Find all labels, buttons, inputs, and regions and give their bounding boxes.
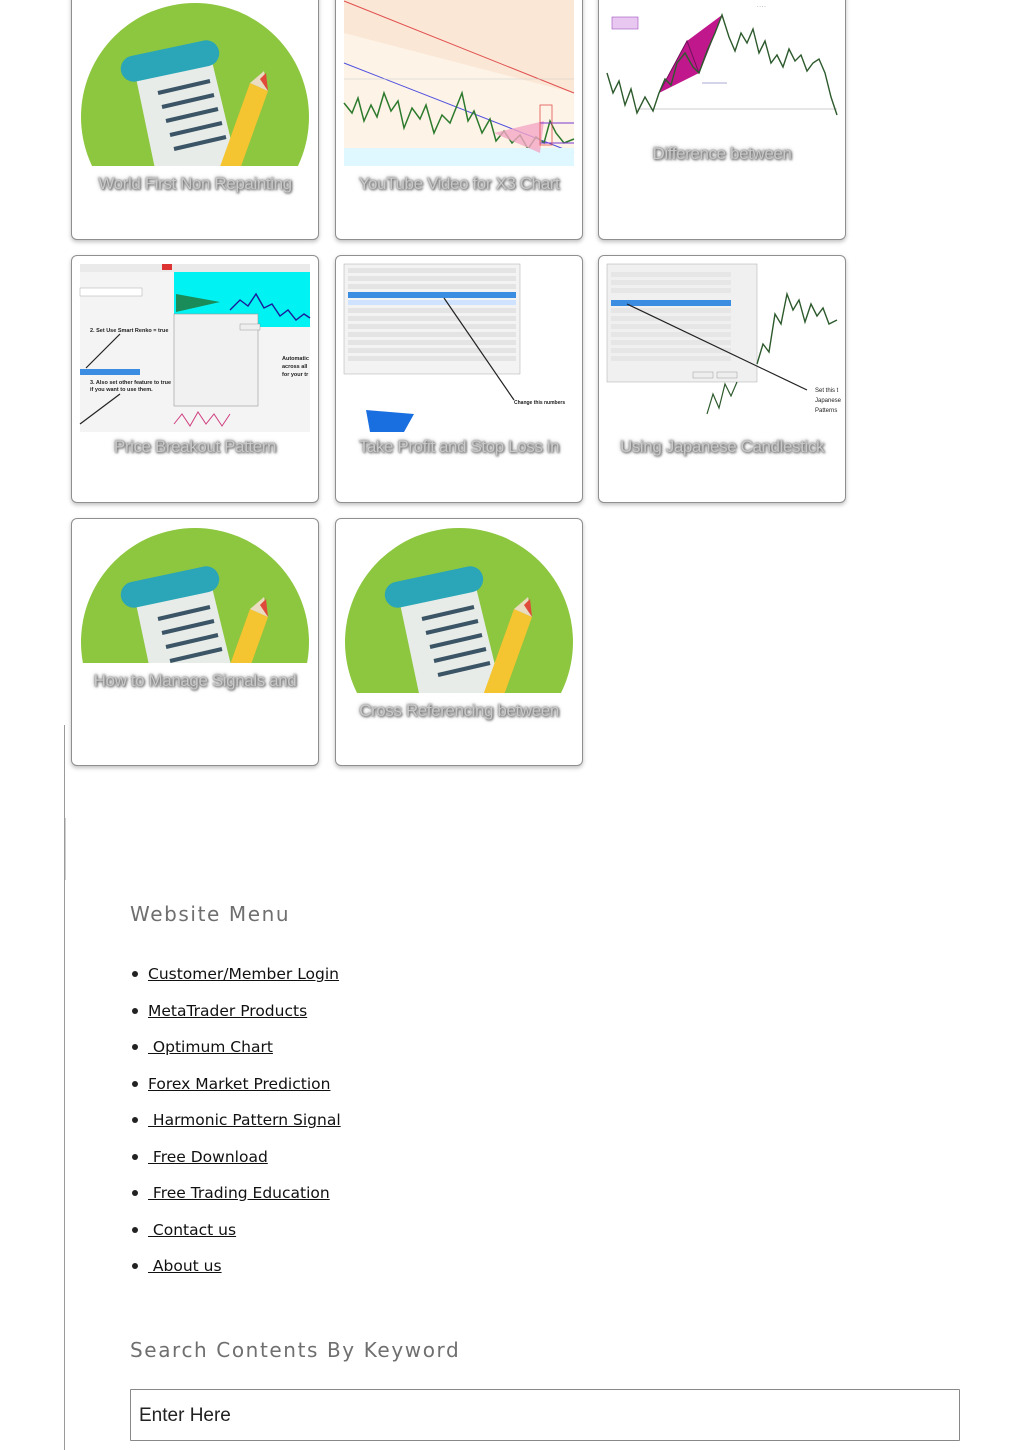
card-title: Cross Referencing between	[359, 701, 559, 720]
chart-thumbnail	[607, 0, 837, 138]
post-card[interactable]	[335, 255, 583, 503]
chart-annotation: Set this t	[815, 388, 839, 394]
menu-link-harmonic-signal[interactable]: Harmonic Pattern Signal	[148, 1111, 341, 1129]
bullet-icon	[132, 1117, 138, 1123]
chart-annotation: 2. Set Use Smart Renko = true	[90, 328, 169, 334]
card-title: How to Manage Signals and	[93, 671, 297, 690]
card-title: Difference between	[652, 144, 792, 163]
settings-screenshot	[80, 264, 310, 432]
menu-link-optimum-chart[interactable]: Optimum Chart	[148, 1038, 273, 1056]
card-title: Using Japanese Candlestick	[619, 437, 825, 456]
bullet-icon	[132, 1044, 138, 1050]
chart-thumbnail	[344, 0, 574, 166]
bullet-icon	[132, 1081, 138, 1087]
bullet-icon	[132, 1154, 138, 1160]
bullet-icon	[132, 1008, 138, 1014]
blog-post-icon	[80, 0, 310, 166]
search-field	[130, 1389, 960, 1441]
settings-screenshot	[344, 264, 574, 432]
menu-link-customer-login[interactable]: Customer/Member Login	[148, 965, 340, 983]
post-card[interactable]	[598, 255, 846, 503]
menu-link-free-education[interactable]: Free Trading Education	[148, 1184, 330, 1202]
post-card[interactable]	[71, 518, 319, 766]
chart-annotation: Change this numbers	[514, 400, 566, 406]
settings-screenshot	[607, 264, 842, 432]
chart-annotation: across all	[282, 364, 308, 370]
card-title: Price Breakout Pattern	[113, 437, 277, 456]
chart-annotation: 3. Also set other feature to true	[90, 380, 172, 386]
post-card[interactable]	[71, 255, 319, 503]
menu-link-free-download[interactable]: Free Download	[148, 1147, 268, 1166]
card-title: Take Profit and Stop Loss in	[358, 437, 560, 456]
search-heading: Search Contents By Keyword	[130, 1338, 461, 1362]
search-input[interactable]	[137, 1392, 951, 1440]
website-menu-heading: Website Menu	[130, 902, 291, 926]
chart-annotation: Automatic	[282, 356, 309, 362]
menu-link-metatrader-products[interactable]: MetaTrader Products	[148, 1001, 308, 1020]
menu-link-contact-us[interactable]: Contact us	[148, 1220, 237, 1239]
blog-post-icon	[344, 527, 574, 693]
chart-annotation: if you want to use them.	[90, 387, 153, 393]
menu-link-forex-prediction[interactable]: Forex Market Prediction	[148, 1074, 331, 1093]
bullet-icon	[132, 1227, 138, 1233]
card-title: YouTube Video for X3 Chart	[358, 174, 560, 193]
card-title: World First Non Repainting	[98, 174, 292, 193]
post-card[interactable]	[335, 518, 583, 766]
bullet-icon	[132, 971, 138, 977]
bullet-icon	[132, 1263, 138, 1269]
post-card[interactable]	[335, 0, 583, 240]
page-border-line-secondary	[65, 818, 66, 880]
chart-annotation: for your tr	[282, 372, 309, 378]
post-card[interactable]	[71, 0, 319, 240]
post-card[interactable]	[598, 0, 846, 240]
chart-annotation: Patterns	[815, 408, 838, 414]
menu-link-about-us[interactable]: About us	[148, 1257, 222, 1275]
bullet-icon	[132, 1190, 138, 1196]
chart-annotation: Japanese	[815, 398, 842, 404]
blog-post-icon	[80, 527, 310, 663]
chart-annotation: - - - -	[757, 3, 766, 8]
